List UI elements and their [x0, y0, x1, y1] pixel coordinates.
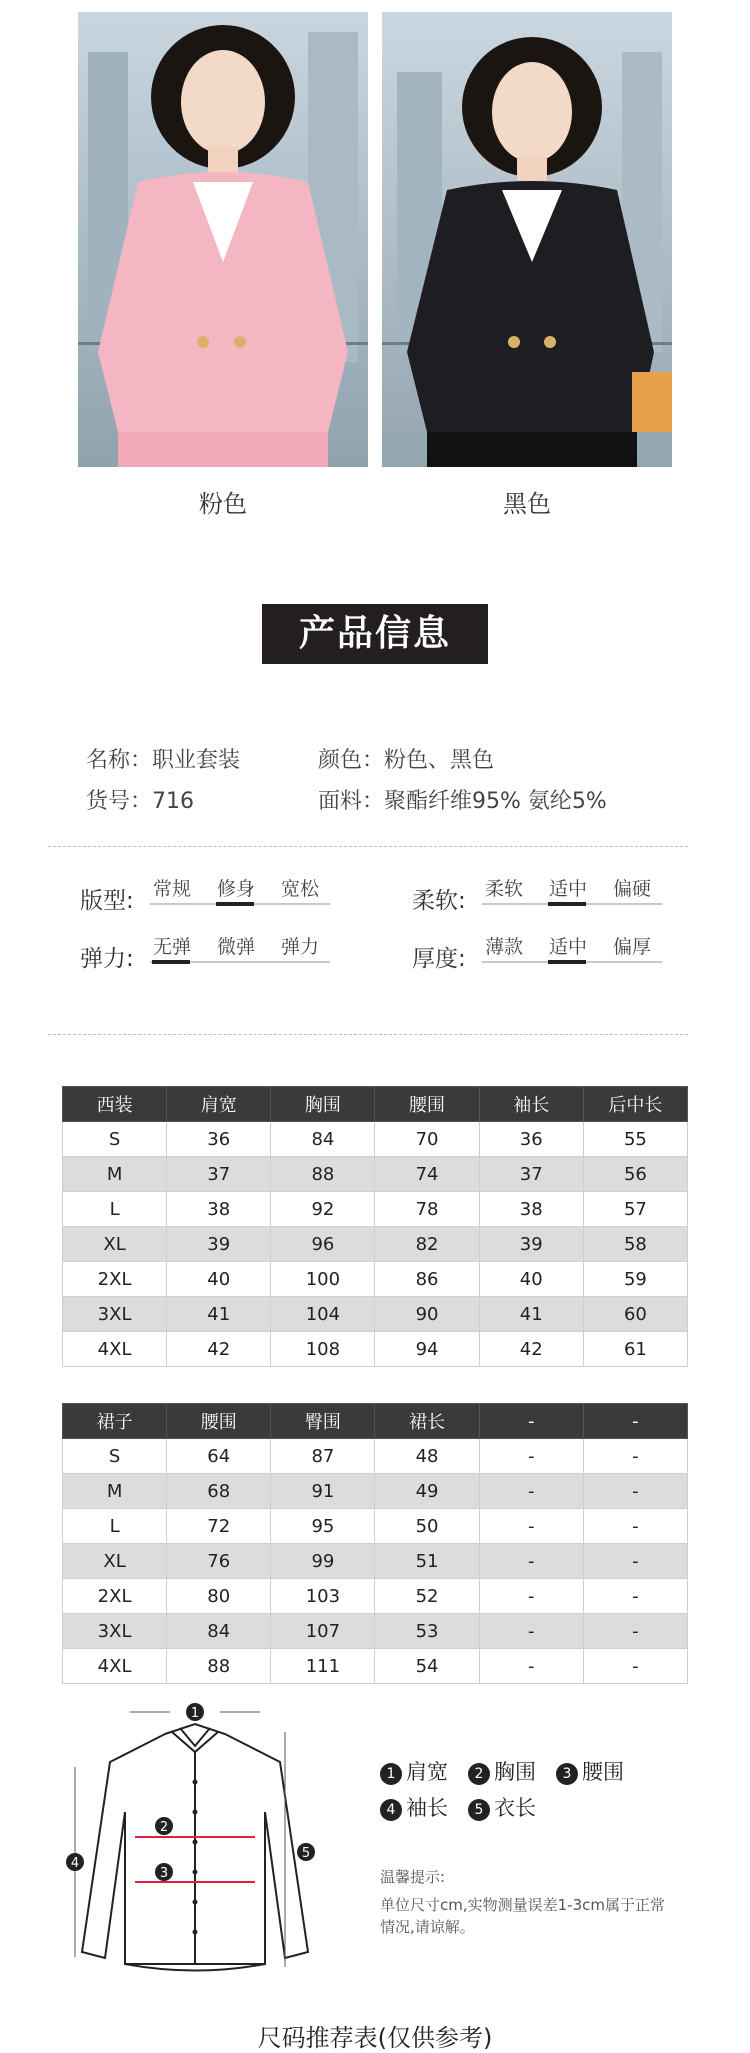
attr-stretch-option: 无弹: [152, 936, 191, 958]
skirt-table-cell: 3XL: [63, 1614, 167, 1649]
info-color-label: 颜色：: [318, 748, 385, 773]
table-row: [63, 1439, 688, 1474]
size-chart-title: 尺码推荐表(仅供参考): [257, 2024, 493, 2052]
attr-thickness-option: 适中: [548, 936, 587, 958]
attr-fit-option: 宽松: [280, 878, 319, 900]
info-name: [86, 743, 240, 774]
attr-fit-option: 常规: [152, 878, 191, 900]
skirt-table-cell: 80: [167, 1579, 271, 1614]
skirt-table-cell: 99: [271, 1544, 375, 1579]
table-row: [63, 1227, 688, 1262]
note-line2: 情况,请谅解。: [380, 1918, 475, 1936]
suit-table-cell: 58: [583, 1227, 687, 1262]
attr-stretch-option: 微弹: [216, 936, 255, 958]
attr-softness-option: 柔软: [484, 878, 523, 900]
color-caption-pink: 粉色: [199, 490, 247, 518]
suit-size-table: [62, 1086, 688, 1367]
legend-chest: [468, 1756, 536, 1786]
info-fabric: [318, 784, 607, 815]
suit-table-header-row: [63, 1087, 688, 1122]
suit-table-cell: 82: [375, 1227, 479, 1262]
divider-bottom: [48, 1034, 688, 1035]
skirt-table-cell: -: [479, 1509, 583, 1544]
suit-table-cell: 42: [167, 1332, 271, 1367]
diagram-number: 3: [159, 1866, 169, 1881]
diagram-number: 4: [70, 1856, 80, 1871]
suit-table-cell: 88: [271, 1157, 375, 1192]
table-row: [63, 1649, 688, 1684]
legend-number: 4: [380, 1799, 402, 1821]
skirt-table-cell: 48: [375, 1439, 479, 1474]
skirt-table-cell: -: [479, 1544, 583, 1579]
suit-table-header-cell: 胸围: [271, 1087, 375, 1122]
attr-softness-option: 适中: [548, 878, 587, 900]
skirt-table-cell: -: [479, 1439, 583, 1474]
skirt-table-cell: 68: [167, 1474, 271, 1509]
suit-table-cell: 40: [167, 1262, 271, 1297]
skirt-table-cell: 51: [375, 1544, 479, 1579]
suit-table-cell: 2XL: [63, 1262, 167, 1297]
suit-table-cell: 38: [167, 1192, 271, 1227]
skirt-table-cell: -: [583, 1544, 687, 1579]
skirt-table-cell: -: [583, 1439, 687, 1474]
suit-table-cell: 41: [479, 1297, 583, 1332]
attr-stretch-marker: [152, 960, 190, 964]
attr-thickness-option: 偏厚: [612, 936, 651, 958]
table-row: [63, 1544, 688, 1579]
skirt-table-cell: 50: [375, 1509, 479, 1544]
info-color: [318, 743, 494, 774]
attr-stretch-option: 弹力: [280, 936, 319, 958]
suit-table-cell: 42: [479, 1332, 583, 1367]
suit-table-cell: 38: [479, 1192, 583, 1227]
legend-label: 肩宽: [406, 1760, 448, 1784]
skirt-table-cell: 103: [271, 1579, 375, 1614]
skirt-table-cell: 111: [271, 1649, 375, 1684]
suit-table-cell: 104: [271, 1297, 375, 1332]
divider-top: [48, 846, 688, 847]
attr-softness-marker: [548, 902, 586, 906]
info-name-label: 名称：: [86, 748, 153, 773]
legend-shoulder: [380, 1756, 448, 1786]
legend-label: 腰围: [582, 1760, 624, 1784]
skirt-table-cell: -: [583, 1614, 687, 1649]
suit-table-header-cell: 袖长: [479, 1087, 583, 1122]
skirt-table-cell: -: [479, 1649, 583, 1684]
skirt-table-header-cell: 腰围: [167, 1404, 271, 1439]
legend-sleeve: [380, 1792, 448, 1822]
suit-table-cell: 36: [479, 1122, 583, 1157]
skirt-table-cell: L: [63, 1509, 167, 1544]
table-row: [63, 1509, 688, 1544]
legend-number: 5: [468, 1799, 490, 1821]
attr-fit-marker: [216, 902, 254, 906]
skirt-table-cell: 49: [375, 1474, 479, 1509]
suit-table-cell: 41: [167, 1297, 271, 1332]
table-row: [63, 1297, 688, 1332]
suit-table-cell: 4XL: [63, 1332, 167, 1367]
suit-table-cell: 70: [375, 1122, 479, 1157]
suit-table-cell: 36: [167, 1122, 271, 1157]
info-sku: [86, 784, 194, 815]
attr-thickness-marker: [548, 960, 586, 964]
skirt-table-cell: M: [63, 1474, 167, 1509]
skirt-table-cell: -: [583, 1649, 687, 1684]
suit-table-cell: 90: [375, 1297, 479, 1332]
table-row: [63, 1122, 688, 1157]
product-photo-black: [382, 12, 672, 467]
suit-table-cell: 84: [271, 1122, 375, 1157]
skirt-table-cell: 107: [271, 1614, 375, 1649]
legend-number: 3: [556, 1763, 578, 1785]
info-sku-value: 716: [152, 789, 195, 814]
diagram-number: 5: [301, 1846, 311, 1861]
skirt-table-header-row: [63, 1404, 688, 1439]
section-title: 产品信息: [262, 604, 488, 664]
suit-table-cell: 78: [375, 1192, 479, 1227]
suit-table-cell: 3XL: [63, 1297, 167, 1332]
suit-table-cell: 74: [375, 1157, 479, 1192]
info-name-value: 职业套装: [152, 748, 241, 773]
suit-table-cell: 86: [375, 1262, 479, 1297]
suit-table-cell: 61: [583, 1332, 687, 1367]
skirt-size-table: [62, 1403, 688, 1684]
skirt-table-cell: -: [479, 1614, 583, 1649]
color-caption-black: 黑色: [503, 490, 551, 518]
suit-table-cell: 37: [167, 1157, 271, 1192]
skirt-table-cell: 52: [375, 1579, 479, 1614]
skirt-table-cell: 2XL: [63, 1579, 167, 1614]
skirt-table-header-cell: -: [583, 1404, 687, 1439]
note-title: 温馨提示:: [380, 1868, 446, 1886]
skirt-table-cell: XL: [63, 1544, 167, 1579]
table-row: [63, 1614, 688, 1649]
skirt-table-cell: 87: [271, 1439, 375, 1474]
product-photo-pink: [78, 12, 368, 467]
skirt-table-cell: 53: [375, 1614, 479, 1649]
info-fabric-value: 聚酯纤维95% 氨纶5%: [384, 789, 607, 814]
skirt-table-cell: -: [583, 1509, 687, 1544]
note-line1: 单位尺寸cm,实物测量误差1-3cm属于正常: [380, 1896, 665, 1914]
info-fabric-label: 面料：: [318, 789, 385, 814]
skirt-table-cell: 88: [167, 1649, 271, 1684]
suit-table-cell: 108: [271, 1332, 375, 1367]
skirt-table-cell: -: [583, 1474, 687, 1509]
legend-length: [468, 1792, 536, 1822]
suit-table-header-cell: 腰围: [375, 1087, 479, 1122]
suit-table-cell: 37: [479, 1157, 583, 1192]
suit-table-cell: S: [63, 1122, 167, 1157]
suit-table-cell: L: [63, 1192, 167, 1227]
attr-softness-option: 偏硬: [612, 878, 651, 900]
info-color-value: 粉色、黑色: [384, 748, 495, 773]
skirt-table-cell: 76: [167, 1544, 271, 1579]
diagram-number: 1: [190, 1706, 200, 1721]
legend-waist: [556, 1756, 624, 1786]
suit-table-cell: 39: [479, 1227, 583, 1262]
skirt-table-cell: 72: [167, 1509, 271, 1544]
skirt-table-cell: -: [583, 1579, 687, 1614]
skirt-table-header-cell: 裙长: [375, 1404, 479, 1439]
measurement-diagram: [60, 1702, 330, 1982]
legend-label: 衣长: [494, 1796, 536, 1820]
table-row: [63, 1474, 688, 1509]
legend-number: 2: [468, 1763, 490, 1785]
suit-table-cell: 100: [271, 1262, 375, 1297]
attr-fit-option: 修身: [216, 878, 255, 900]
table-row: [63, 1332, 688, 1367]
table-row: [63, 1262, 688, 1297]
legend-label: 胸围: [494, 1760, 536, 1784]
skirt-table-cell: 84: [167, 1614, 271, 1649]
legend-label: 袖长: [406, 1796, 448, 1820]
skirt-table-cell: -: [479, 1474, 583, 1509]
attr-thickness-label: 厚度:: [412, 946, 466, 972]
skirt-table-cell: 4XL: [63, 1649, 167, 1684]
skirt-table-cell: 64: [167, 1439, 271, 1474]
suit-table-cell: M: [63, 1157, 167, 1192]
suit-table-header-cell: 后中长: [583, 1087, 687, 1122]
suit-table-cell: 96: [271, 1227, 375, 1262]
suit-table-cell: 57: [583, 1192, 687, 1227]
table-row: [63, 1579, 688, 1614]
skirt-table-header-cell: 臀围: [271, 1404, 375, 1439]
skirt-table-cell: 95: [271, 1509, 375, 1544]
suit-table-header-cell: 肩宽: [167, 1087, 271, 1122]
suit-table-cell: 60: [583, 1297, 687, 1332]
skirt-table-cell: 54: [375, 1649, 479, 1684]
suit-table-cell: 94: [375, 1332, 479, 1367]
attr-softness-label: 柔软:: [412, 888, 466, 914]
attr-fit-label: 版型:: [80, 888, 134, 914]
info-sku-label: 货号：: [86, 789, 153, 814]
suit-table-cell: XL: [63, 1227, 167, 1262]
legend-number: 1: [380, 1763, 402, 1785]
suit-table-cell: 59: [583, 1262, 687, 1297]
skirt-table-cell: 91: [271, 1474, 375, 1509]
suit-table-cell: 56: [583, 1157, 687, 1192]
skirt-table-header-cell: -: [479, 1404, 583, 1439]
attr-stretch-label: 弹力:: [80, 946, 134, 972]
attr-thickness-option: 薄款: [484, 936, 523, 958]
suit-table-cell: 55: [583, 1122, 687, 1157]
skirt-table-cell: S: [63, 1439, 167, 1474]
suit-table-cell: 40: [479, 1262, 583, 1297]
diagram-number: 2: [159, 1820, 169, 1835]
suit-table-cell: 39: [167, 1227, 271, 1262]
table-row: [63, 1192, 688, 1227]
skirt-table-header-cell: 裙子: [63, 1404, 167, 1439]
suit-table-header-cell: 西装: [63, 1087, 167, 1122]
suit-table-cell: 92: [271, 1192, 375, 1227]
skirt-table-cell: -: [479, 1579, 583, 1614]
table-row: [63, 1157, 688, 1192]
